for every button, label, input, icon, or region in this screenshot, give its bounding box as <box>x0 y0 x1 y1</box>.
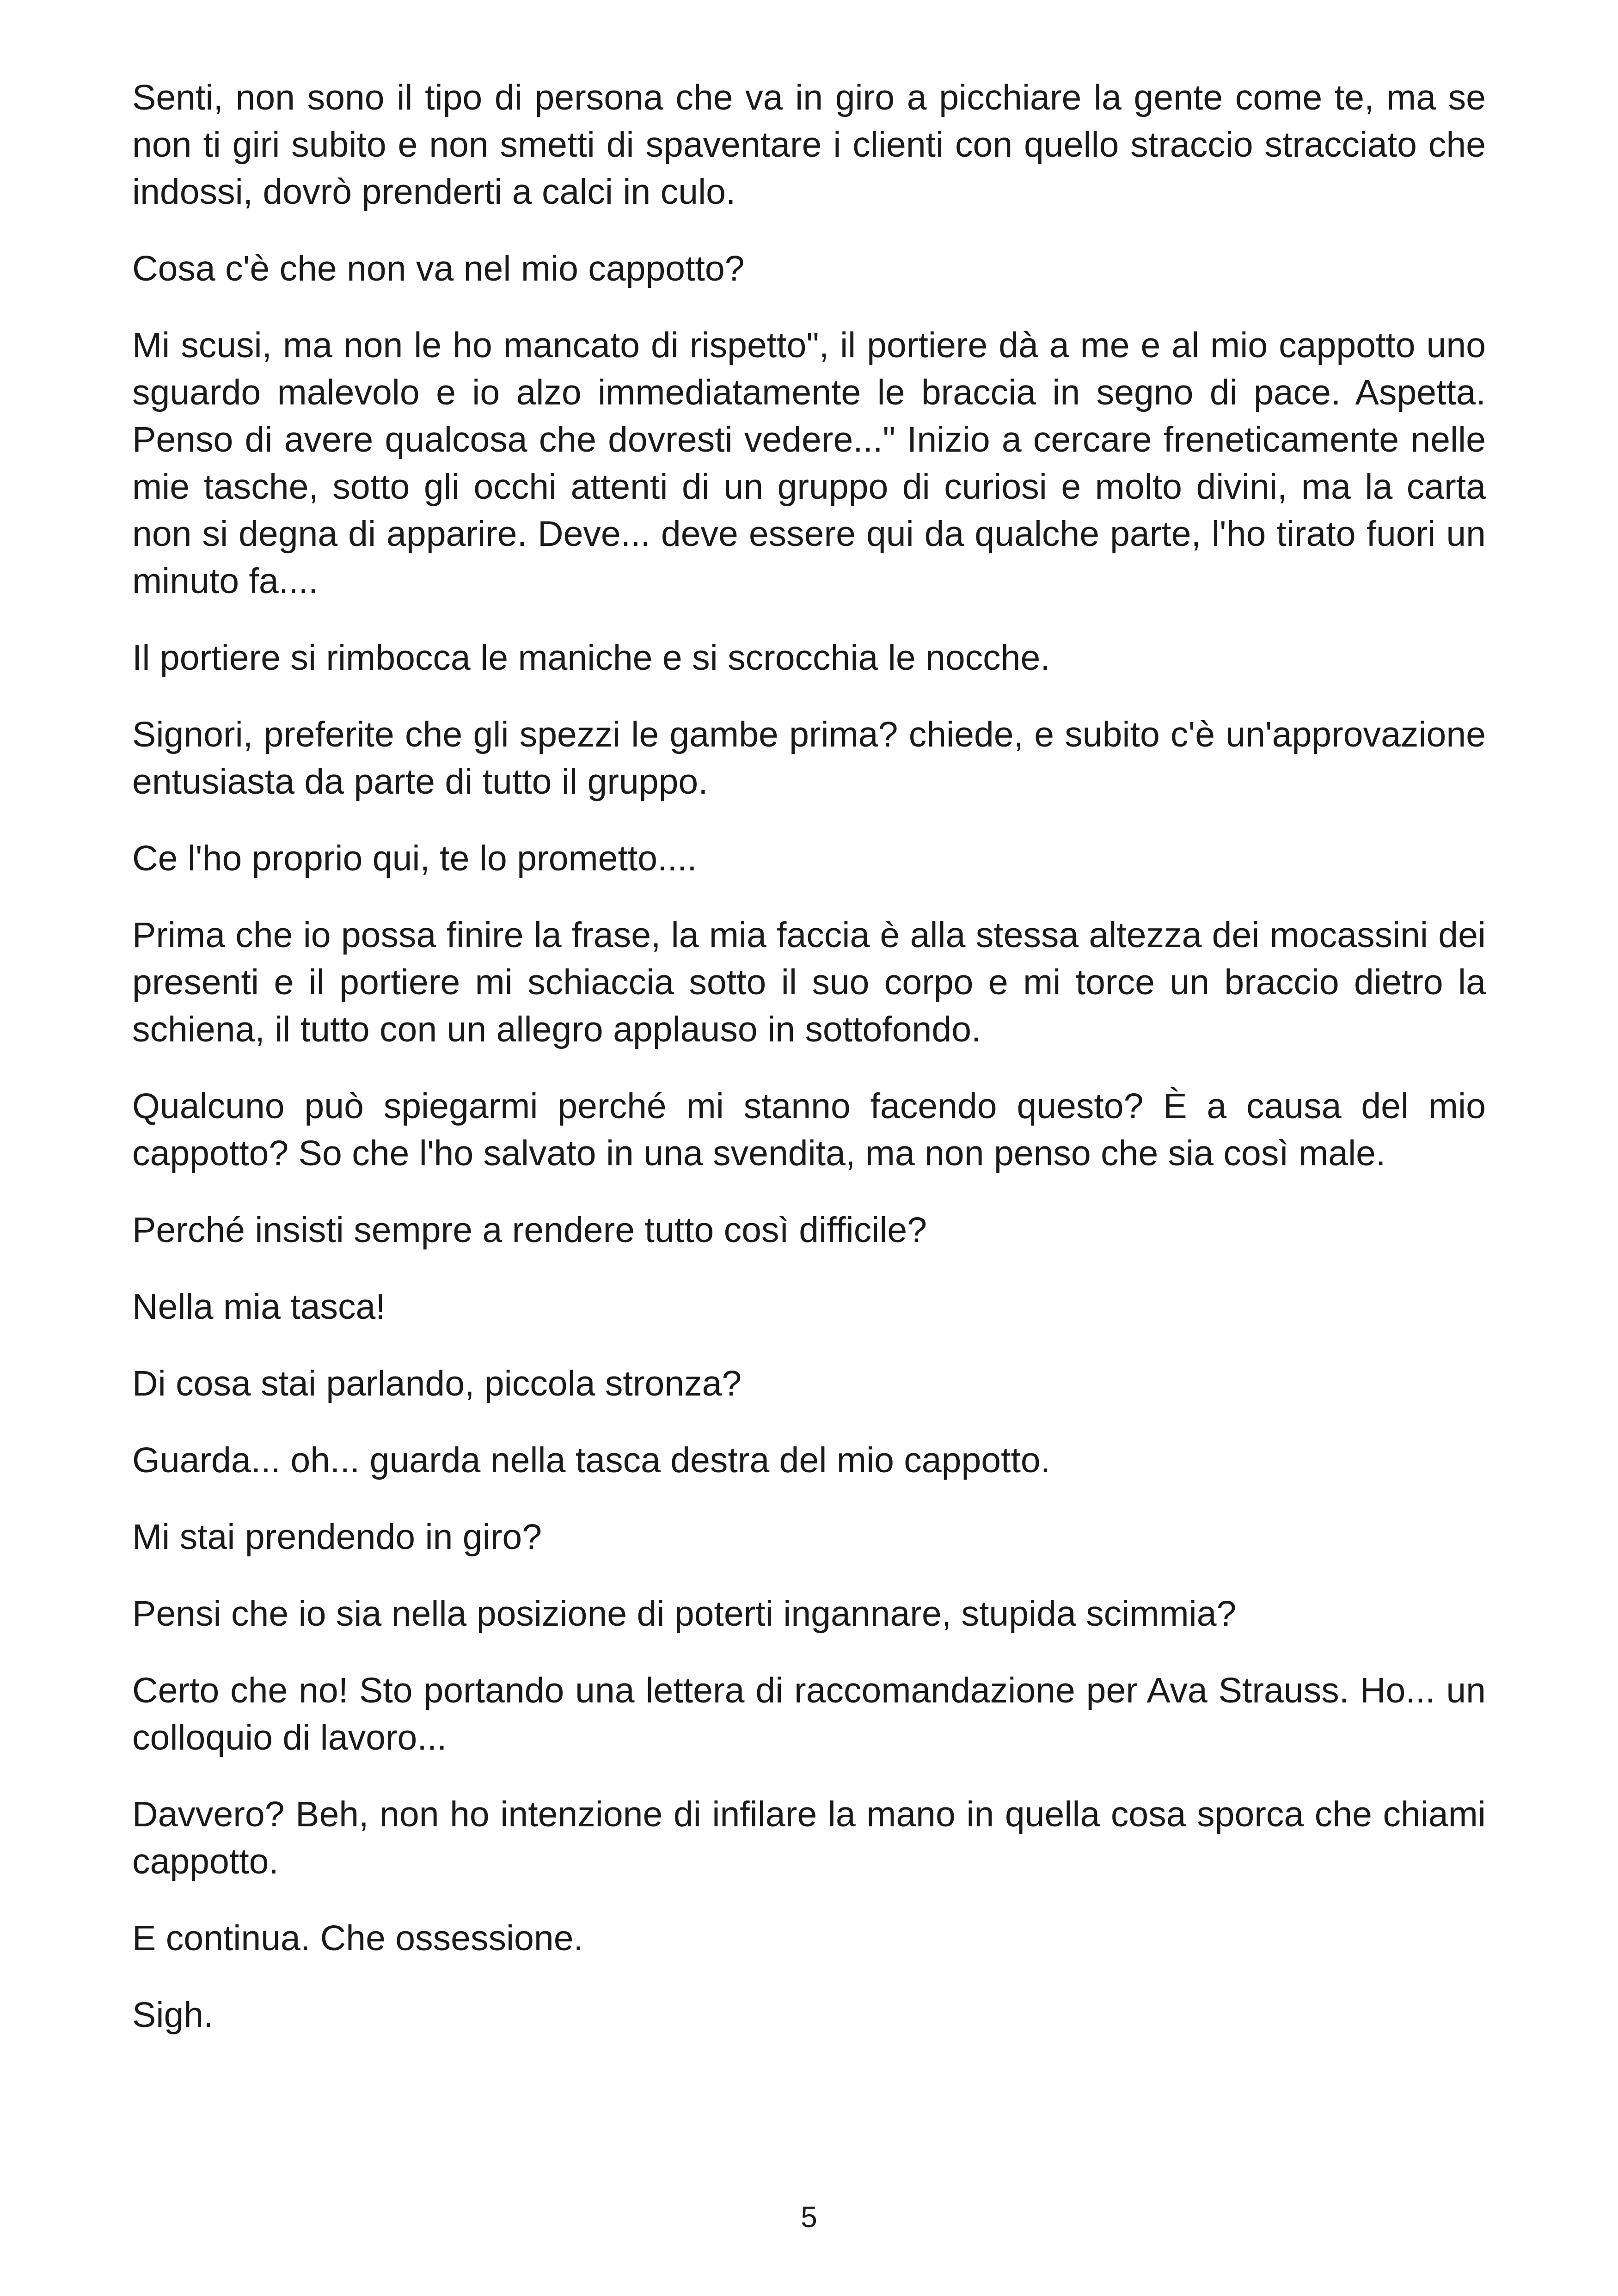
page-number: 5 <box>801 2200 817 2234</box>
paragraph: Perché insisti sempre a rendere tutto così difficile? <box>132 1210 927 1250</box>
paragraph: Mi scusi, ma non le ho mancato di rispetto", il portiere dà a me e al mio cappotto uno sguardo malevolo e io alzo immediatamente le braccia in segno di pace. Aspetta. Penso di avere qualcosa che dovresti vedere..." Inizio a cercare freneticamente nelle mie tasche, sotto gli occhi attenti di un gruppo di curiosi e molto divini, ma la carta non si degna di apparire. Deve... deve essere qui da qualche parte, l'ho tirato fuori un minuto fa.... <box>132 325 1486 601</box>
paragraph: Mi stai prendendo in giro? <box>132 1517 542 1557</box>
paragraph: Di cosa stai parlando, piccola stronza? <box>132 1364 742 1403</box>
paragraph: Prima che io possa finire la frase, la mia faccia è alla stessa altezza dei mocassini dei presenti e il portiere mi schiaccia sotto il suo corpo e mi torce un braccio dietro la schiena, il tutto con un allegro applauso in sottofondo. <box>132 915 1486 1049</box>
paragraph: Pensi che io sia nella posizione di poterti ingannare, stupida scimmia? <box>132 1594 1237 1634</box>
paragraph: Senti, non sono il tipo di persona che va in giro a picchiare la gente come te, ma se non ti giri subito e non smetti di spaventare i clienti con quello straccio stracciato che indossi, dovrò prenderti a calci in culo. <box>132 78 1486 212</box>
page-body <box>132 74 1486 2068</box>
paragraph: E continua. Che ossessione. <box>132 1918 583 1958</box>
paragraph: Qualcuno può spiegarmi perché mi stanno facendo questo? È a causa del mio cappotto? So che l'ho salvato in una svendita, ma non penso che sia così male. <box>132 1086 1486 1173</box>
paragraph: Il portiere si rimbocca le maniche e si scrocchia le nocche. <box>132 638 1050 678</box>
paragraph: Guarda... oh... guarda nella tasca destra del mio cappotto. <box>132 1440 1051 1480</box>
paragraph: Signori, preferite che gli spezzi le gambe prima? chiede, e subito c'è un'approvazione entusiasta da parte di tutto il gruppo. <box>132 715 1486 802</box>
paragraph: Cosa c'è che non va nel mio cappotto? <box>132 249 745 288</box>
paragraph: Davvero? Beh, non ho intenzione di infilare la mano in quella cosa sporca che chiami cappotto. <box>132 1794 1486 1881</box>
paragraph: Nella mia tasca! <box>132 1287 386 1327</box>
paragraph: Sigh. <box>132 1995 214 2035</box>
paragraph: Ce l'ho proprio qui, te lo prometto.... <box>132 839 697 878</box>
paragraph: Certo che no! Sto portando una lettera di raccomandazione per Ava Strauss. Ho... un colloquio di lavoro... <box>132 1671 1486 1757</box>
